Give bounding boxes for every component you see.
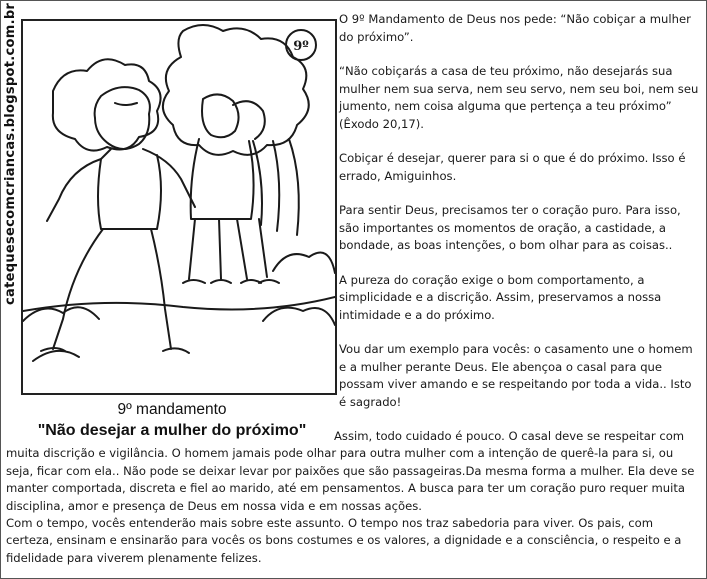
paragraph-cuidado: [6, 428, 702, 515]
illustration-drawing: [23, 21, 335, 393]
paragraph-coracao-puro: Para sentir Deus, precisamos ter o coração puro. Para isso, são importantes os momentos de oração, a castidade, a bondade, as boas intenções, o bom olhar para as coisas..: [339, 203, 681, 252]
paragraph-cobicar: Cobiçar é desejar, querer para si o que é do próximo. Isso é errado, Amiguinhos.: [339, 151, 686, 183]
paragraph-cuidado-text: Assim, todo cuidado é pouco. O casal deve se respeitar com muita discrição e vigilância. O homem jamais pode olhar para outra mulher com a intenção de querê-la para si, ou seja, ficar com ela.. Não pode se deixar levar por paixões que são passageiras.Da mesma forma a mulher. Ela deve se manter comportada, discreta e fiel ao marido, até em pensamentos. A busca para ter um coração puro requer muita disciplina, amor e presença de Deus em nossa vida e em nossas ações.: [6, 429, 695, 513]
paragraph-pureza: A pureza do coração exige o bom comportamento, a simplicidade e a discrição. Assim, preservamos a nossa intimidade e a do próximo.: [339, 272, 662, 322]
bottom-text-block: [6, 428, 702, 567]
couple-embracing: [183, 94, 279, 283]
tree-trunk: [273, 139, 299, 235]
caption-subtitle: "Não desejar a mulher do próximo": [37, 422, 307, 439]
paragraph-quote: “Não cobiçarás a casa de teu próximo, não desejarás sua mulher nem sua serva, nem seu servo, nem seu boi, nem seu jumento, nem coisa alguma que pertença a teu próximo” (Êxodo 20,17).: [339, 64, 699, 131]
bushes-right: [263, 253, 335, 325]
paragraph-exemplo: Vou dar um exemplo para vocês: o casamento une o homem e a mulher perante Deus. Ele abençoa o casal para que possam viver amando e se respeitando por toda a vida.. Isto é sagrado!: [339, 342, 693, 409]
badge-number: 9º: [293, 39, 309, 54]
paragraph-intro: O 9º Mandamento de Deus nos pede: “Não cobiçar a mulher do próximo”.: [339, 12, 691, 44]
boy-walking: [41, 87, 195, 353]
right-text-column: [339, 11, 701, 411]
coloring-illustration: [21, 19, 337, 395]
blog-url-vertical: catequesecomcriancas.blogspot.com.br: [3, 2, 18, 305]
paragraph-tempo: Com o tempo, vocês entenderão mais sobre este assunto. O tempo nos traz sabedoria para viver. Os pais, com certeza, ensinam e ensinarão para vocês os bons costumes e os valores, a dignidade e a consciência, o respeito e a fidelidade para viverem plenamente felizes.: [6, 516, 682, 565]
bushes-left: [23, 307, 99, 361]
caption-title: 9º mandamento: [117, 401, 227, 418]
